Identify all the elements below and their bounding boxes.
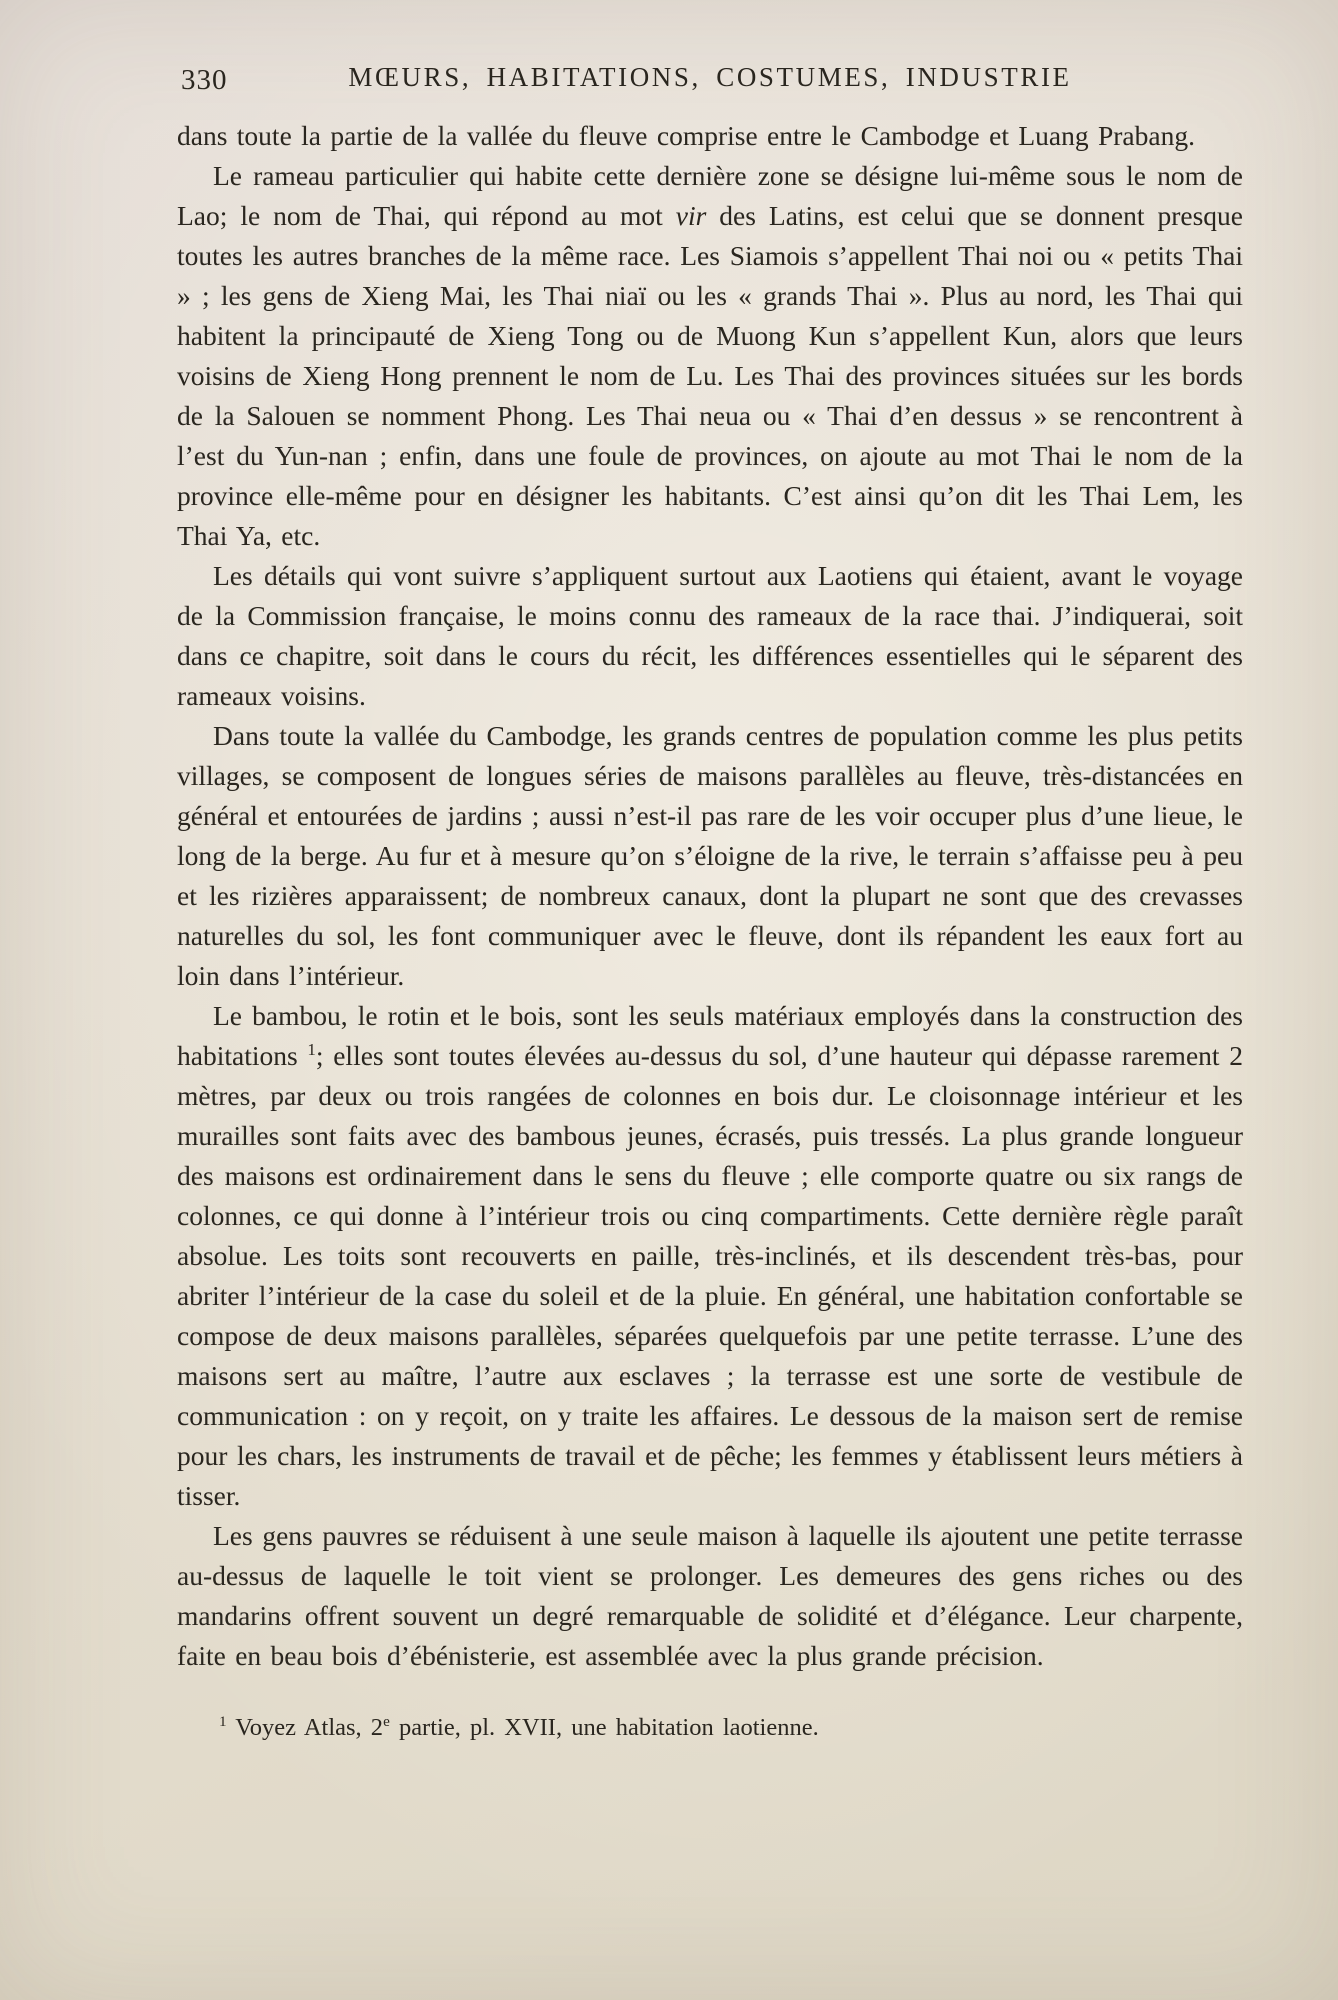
text-run: Le rameau particulier qui habite cette dernière zone se désigne lui-même sous le nom de Lao; le nom de Thai, qui répond au mot bbox=[177, 160, 1243, 231]
paragraph bbox=[177, 116, 1243, 156]
italic-text: vir bbox=[675, 200, 707, 231]
text-run: des Latins, est celui que se donnent presque toutes les autres branches de la même race. Les Siamois s’appellent Thai noi ou « petits Thai » ; les gens de Xieng Mai, les Thai niaï ou les « grands Thai ». Plus au nord, les Thai qui habitent la principauté de Xieng Tong ou de Muong Kun s’appellent Kun, alors que leurs voisins de Xieng Hong prennent le nom de Lu. Les Thai des provinces situées sur les bords de la Salouen se nomment Phong. Les Thai neua ou « Thai d’en dessus » se rencontrent à l’est du Yun-nan ; enfin, dans une foule de provinces, on ajoute au mot Thai le nom de la province elle-même pour en désigner les habitants. C’est ainsi qu’on dit les Thai Lem, les Thai Ya, etc. bbox=[177, 200, 1243, 551]
footnote-text bbox=[219, 1712, 1243, 1744]
paragraph bbox=[177, 1516, 1243, 1676]
paragraph bbox=[177, 156, 1243, 556]
text-run: dans toute la partie de la vallée du fleuve comprise entre le Cambodge et Luang Prabang. bbox=[177, 120, 1195, 151]
text-run: Les gens pauvres se réduisent à une seule maison à laquelle ils ajoutent une petite terrasse au-dessus de laquelle le toit vient se prolonger. Les demeures des gens riches ou des mandarins offrent souvent un degré remarquable de solidité et d’élégance. Leur charpente, faite en beau bois d’ébénisterie, est assemblée avec la plus grande précision. bbox=[177, 1520, 1243, 1671]
page-header bbox=[177, 62, 1243, 102]
text-run: Le bambou, le rotin et le bois, sont les seuls matériaux employés dans la construction des habitations bbox=[177, 1000, 1243, 1071]
footnote-reference: 1 bbox=[307, 1039, 316, 1059]
footnote-reference: 1 bbox=[219, 1712, 227, 1730]
body-text bbox=[177, 116, 1243, 1676]
paragraph bbox=[177, 556, 1243, 716]
running-title: MŒURS, HABITATIONS, COSTUMES, INDUSTRIE bbox=[348, 62, 1072, 92]
text-run: Voyez Atlas, 2 bbox=[226, 1714, 384, 1741]
text-run: Les détails qui vont suivre s’appliquent surtout aux Laotiens qui étaient, avant le voyage de la Commission française, le moins connu des rameaux de la race thai. J’indiquerai, soit dans ce chapitre, soit dans le cours du récit, les différences essentielles qui le séparent des rameaux voisins. bbox=[177, 560, 1243, 711]
footnote-reference: e bbox=[383, 1712, 390, 1730]
paragraph bbox=[177, 996, 1243, 1516]
text-run: Dans toute la vallée du Cambodge, les grands centres de population comme les plus petits villages, se composent de longues séries de maisons parallèles au fleuve, très-distancées en général et entourées de jardins ; aussi n’est-il pas rare de les voir occuper plus d’une lieue, le long de la berge. Au fur et à mesure qu’on s’éloigne de la rive, le terrain s’affaisse peu à peu et les rizières apparaissent; de nombreux canaux, dont la plupart ne sont que des crevasses naturelles du sol, les font communiquer avec le fleuve, dont ils répandent les eaux fort au loin dans l’intérieur. bbox=[177, 720, 1243, 991]
text-run: partie, pl. XVII, une habitation laotienne. bbox=[389, 1714, 819, 1741]
page-number: 330 bbox=[181, 64, 228, 96]
footnote bbox=[177, 1712, 1243, 1744]
paragraph bbox=[177, 716, 1243, 996]
text-run: ; elles sont toutes élevées au-dessus du sol, d’une hauteur qui dépasse rarement 2 mètres, par deux ou trois rangées de colonnes en bois dur. Le cloisonnage intérieur et les murailles sont faits avec des bambous jeunes, écrasés, puis tressés. La plus grande longueur des maisons est ordinairement dans le sens du fleuve ; elle comporte quatre ou six rangs de colonnes, ce qui donne à l’intérieur trois ou cinq compartiments. Cette dernière règle paraît absolue. Les toits sont recouverts en paille, très-inclinés, et ils descendent très-bas, pour abriter l’intérieur de la case du soleil et de la pluie. En général, une habitation confortable se compose de deux maisons parallèles, séparées quelquefois par une petite terrasse. L’une des maisons sert au maître, l’autre aux esclaves ; la terrasse est une sorte de vestibule de communication : on y reçoit, on y traite les affaires. Le dessous de la maison sert de remise pour les chars, les instruments de travail et de pêche; les femmes y établissent leurs métiers à tisser. bbox=[177, 1040, 1243, 1511]
